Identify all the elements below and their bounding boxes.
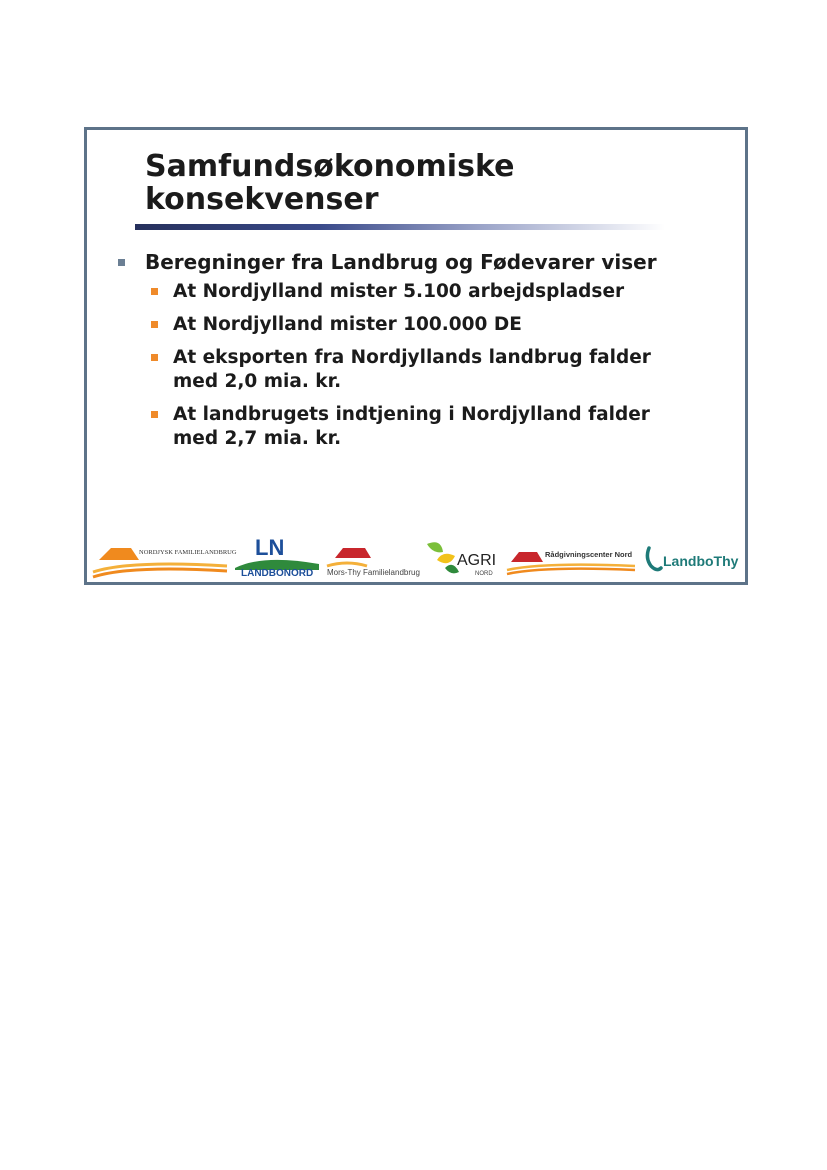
- orange-square-bullet-icon: [151, 411, 158, 418]
- nordjysk-logo-text: NORDJYSK FAMILIELANDBRUG: [139, 549, 237, 556]
- nordjysk-roof-icon: [91, 538, 229, 580]
- mors-thy-logo: [325, 538, 433, 580]
- landbothy-logo: [643, 538, 743, 580]
- agri-sub-text: NORD: [475, 571, 493, 577]
- slide-title-line-2: konsekvenser: [145, 182, 379, 217]
- landbothy-swoosh-icon: [643, 538, 665, 580]
- main-bullet: [113, 250, 748, 274]
- sub-bullet-1: [113, 280, 748, 304]
- landbothy-text: LandboThy: [663, 553, 739, 569]
- agri-nord-logo: [423, 538, 503, 580]
- bullet-list: [113, 250, 748, 460]
- sub-bullet-2: [113, 313, 748, 337]
- partner-logos: [91, 535, 743, 580]
- slide-title-line-1: Samfundsøkonomiske: [145, 149, 515, 184]
- main-bullet-text: Beregninger fra Landbrug og Fødevarer viser: [145, 250, 657, 274]
- raadgivning-roof-icon: [505, 538, 645, 580]
- landbonord-text: LANDBONORD: [241, 568, 314, 579]
- agri-text: AGRI: [457, 552, 497, 569]
- sub-bullet-2-text: At Nordjylland mister 100.000 DE: [173, 314, 522, 335]
- nordjysk-familielandbrug-logo: [91, 538, 237, 580]
- square-bullet-icon: [118, 259, 125, 266]
- orange-square-bullet-icon: [151, 354, 158, 361]
- sub-bullet-1-text: At Nordjylland mister 5.100 arbejdspladser: [173, 281, 625, 302]
- orange-square-bullet-icon: [151, 321, 158, 328]
- raadgivningscenter-nord-logo: [505, 538, 645, 580]
- mors-thy-text: Mors-Thy Familielandbrug: [327, 568, 420, 577]
- sub-bullet-4: [113, 403, 748, 451]
- landbonord-logo: [233, 535, 321, 580]
- sub-bullet-3-text-line-1: At eksporten fra Nordjyllands landbrug falder: [173, 347, 651, 368]
- sub-bullet-list: [113, 280, 748, 451]
- sub-bullet-3-text-line-2: med 2,0 mia. kr.: [173, 371, 342, 392]
- raadgivning-text: Rådgivningscenter Nord: [545, 550, 633, 559]
- orange-square-bullet-icon: [151, 288, 158, 295]
- sub-bullet-4-text-line-2: med 2,7 mia. kr.: [173, 428, 342, 449]
- title-underline: [135, 224, 665, 230]
- sub-bullet-4-text-line-1: At landbrugets indtjening i Nordjylland falder: [173, 404, 650, 425]
- slide-title: [145, 150, 514, 216]
- sub-bullet-3: [113, 346, 748, 394]
- landbonord-mark: LN: [255, 535, 285, 560]
- slide: [84, 127, 748, 585]
